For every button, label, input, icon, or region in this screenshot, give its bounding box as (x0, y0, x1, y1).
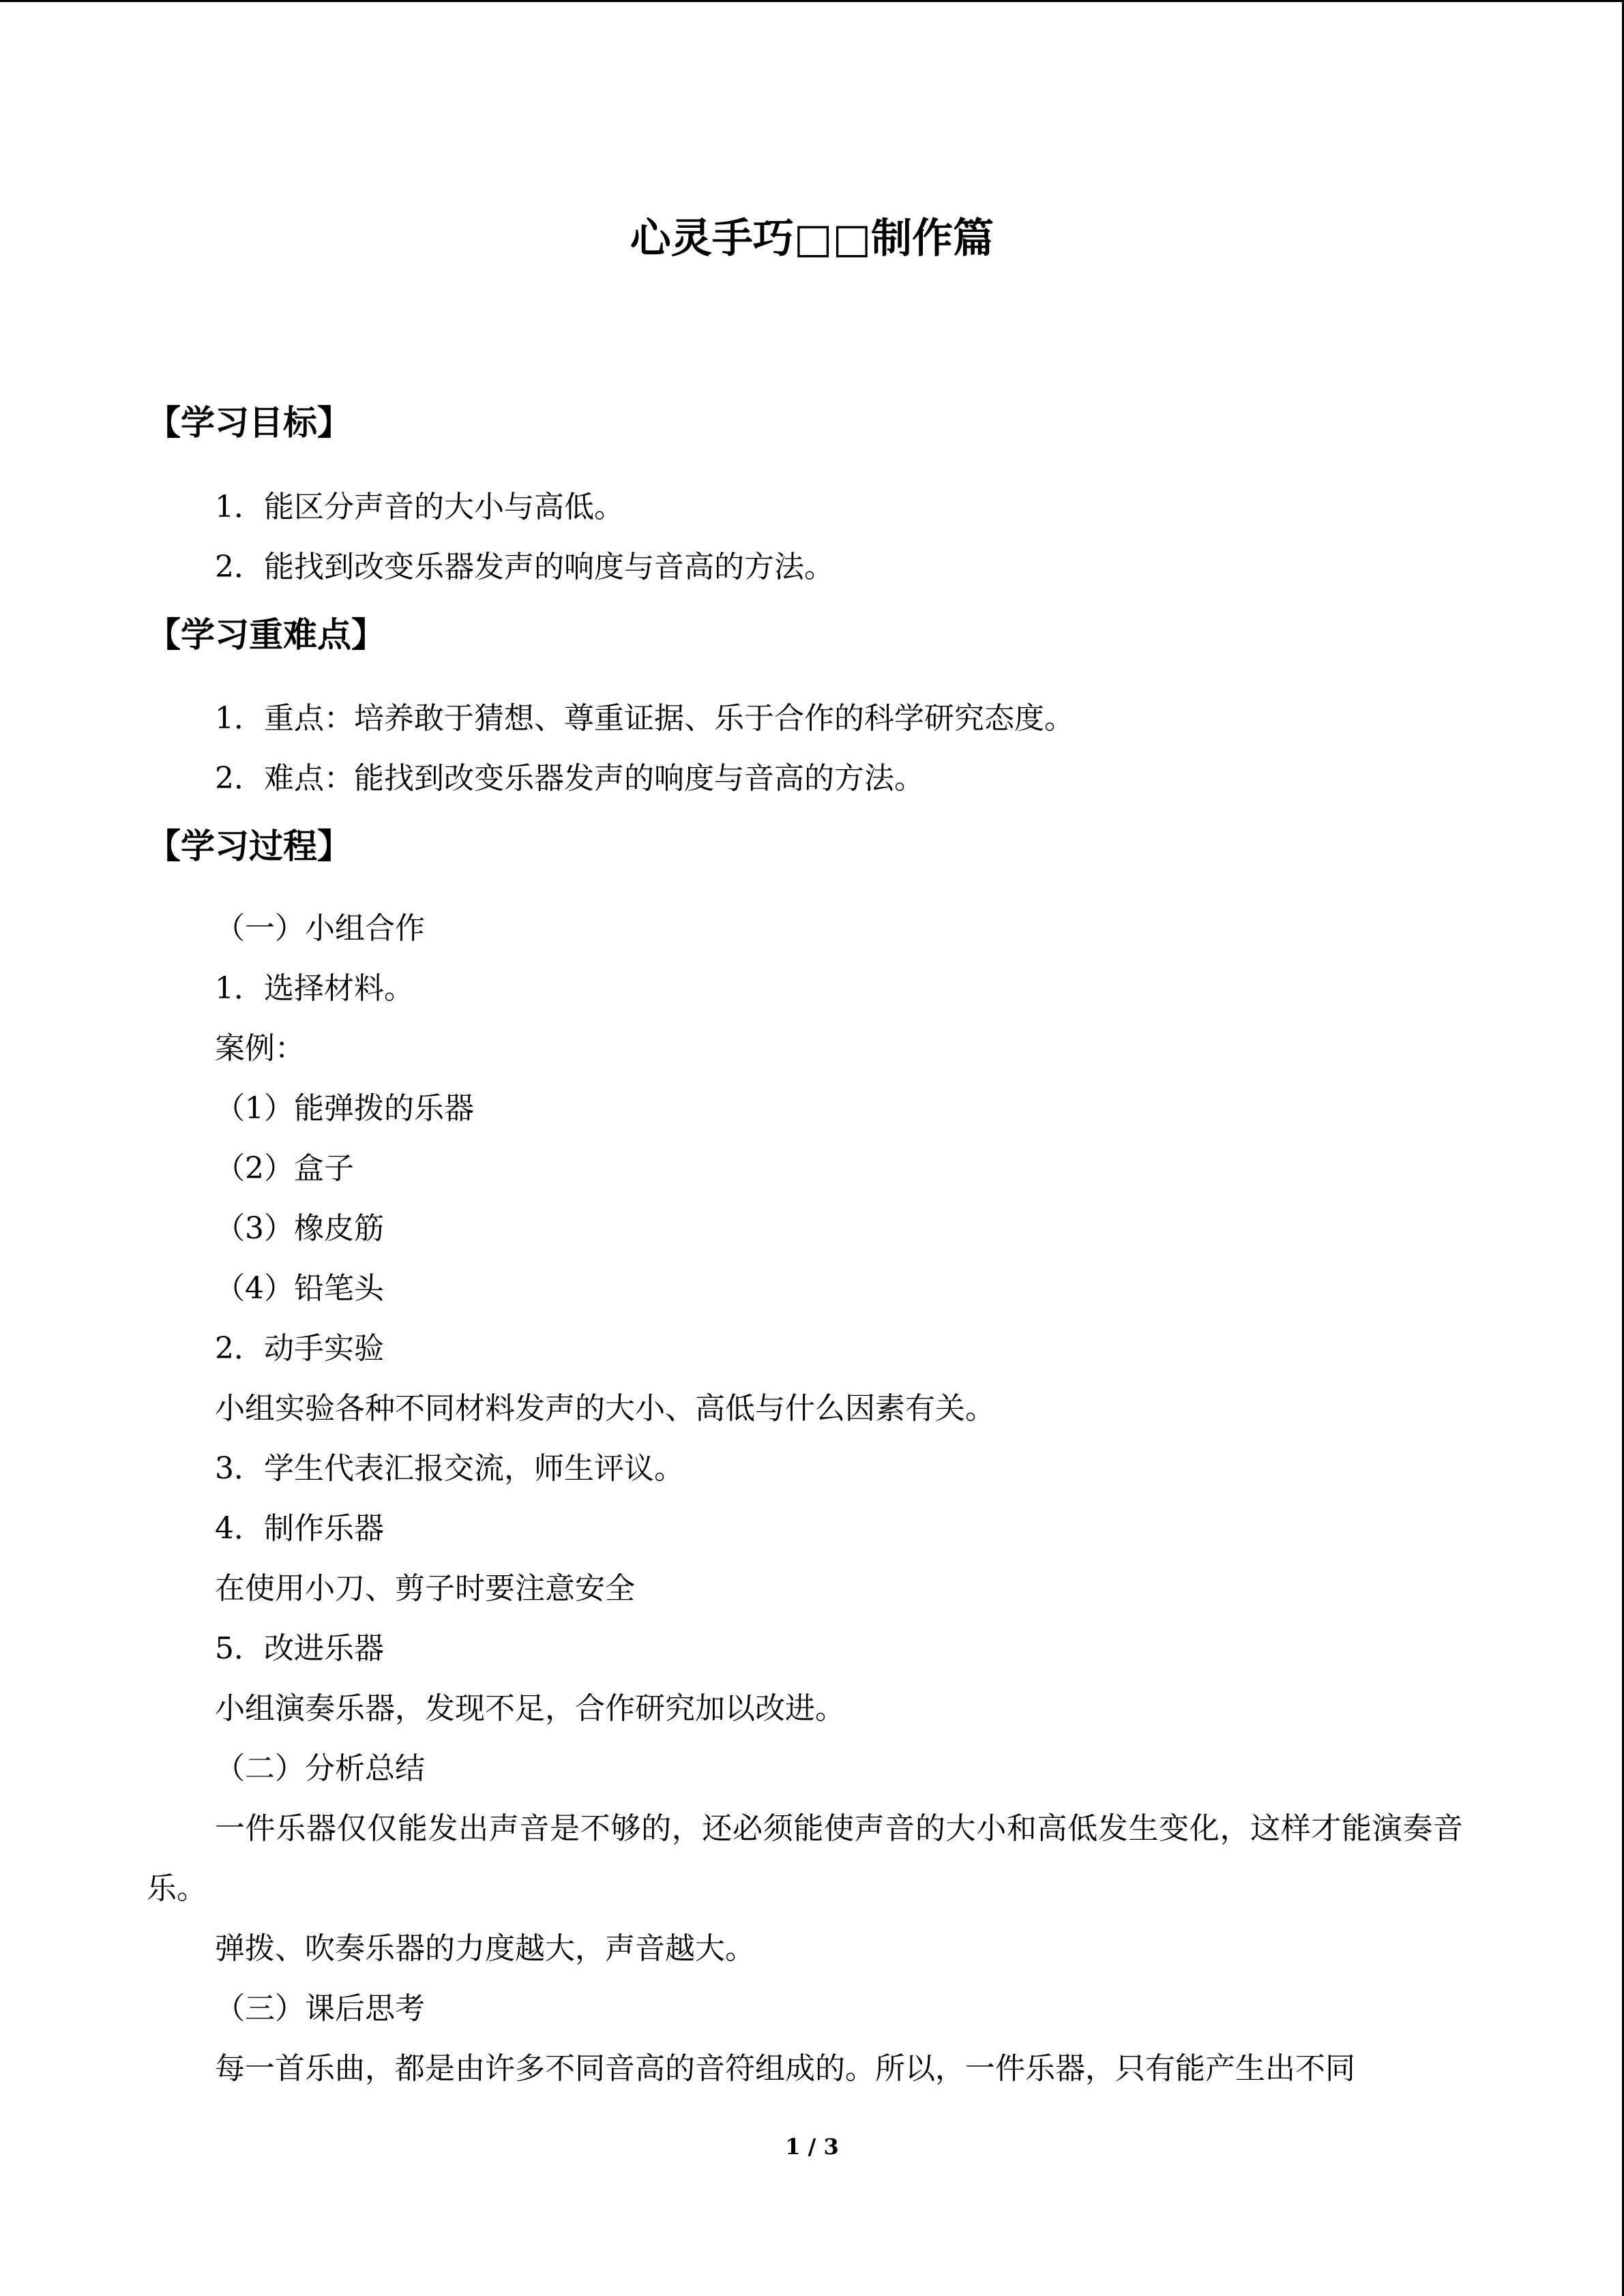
process-line: 小组演奏乐器，发现不足，合作研究加以改进。 (215, 1691, 845, 1726)
process-line: （2）盒子 (215, 1151, 354, 1186)
page-border-top (0, 0, 1624, 2)
section-heading-key-points: 【学习重难点】 (147, 615, 385, 655)
process-line: （一）小组合作 (215, 911, 425, 946)
process-paragraph: 每一首乐曲，都是由许多不同音高的音符组成的。所以，一件乐器，只有能产生出不同 (215, 2051, 1355, 2086)
process-line: 2．动手实验 (215, 1331, 384, 1366)
goal-item: 2．能找到改变乐器发声的响度与音高的方法。 (215, 550, 834, 584)
process-line: 4．制作乐器 (215, 1511, 384, 1546)
process-line: （1）能弹拨的乐器 (215, 1091, 474, 1126)
key-point-item: 2．难点：能找到改变乐器发声的响度与音高的方法。 (215, 761, 924, 796)
page-number: 1 / 3 (785, 2134, 839, 2160)
page-title: 心灵手巧□□制作篇 (630, 215, 994, 263)
process-subheading: （二）分析总结 (215, 1751, 425, 1786)
process-line: 5．改进乐器 (215, 1631, 384, 1666)
section-heading-goals: 【学习目标】 (147, 403, 351, 443)
process-line: （4）铅笔头 (215, 1271, 384, 1306)
process-line: 3．学生代表汇报交流，师生评议。 (215, 1451, 684, 1486)
process-line: （3）橡皮筋 (215, 1211, 384, 1246)
process-line: 在使用小刀、剪子时要注意安全 (215, 1571, 635, 1606)
process-subheading: （三）课后思考 (215, 1991, 425, 2026)
process-paragraph: 一件乐器仅仅能发出声音是不够的，还必须能使声音的大小和高低发生变化，这样才能演奏音乐。 (147, 1811, 1463, 1906)
key-point-item: 1．重点：培养敢于猜想、尊重证据、乐于合作的科学研究态度。 (215, 701, 1074, 736)
process-line: 弹拨、吹奏乐器的力度越大，声音越大。 (215, 1931, 755, 1966)
section-heading-process: 【学习过程】 (147, 826, 351, 866)
process-line: 小组实验各种不同材料发声的大小、高低与什么因素有关。 (215, 1391, 995, 1426)
goal-item: 1．能区分声音的大小与高低。 (215, 490, 624, 524)
process-line: 案例： (215, 1031, 305, 1066)
process-line: 1．选择材料。 (215, 971, 414, 1006)
